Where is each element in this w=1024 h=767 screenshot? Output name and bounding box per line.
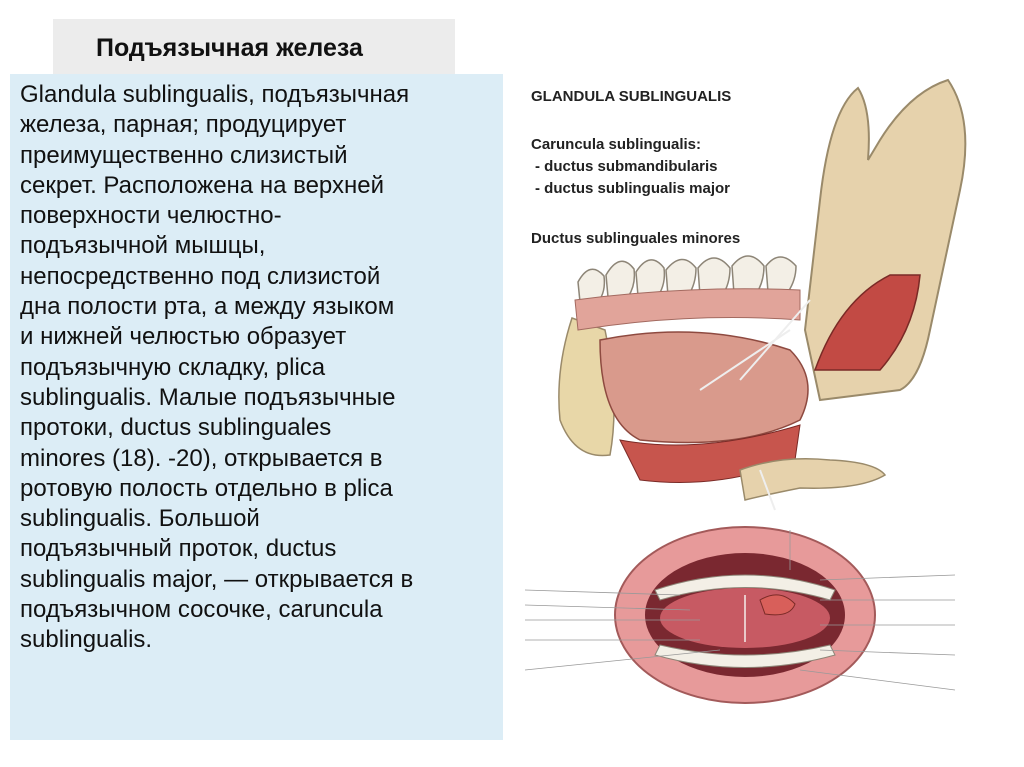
- body-line: поверхности челюстно-: [20, 202, 282, 230]
- body-line: ротовую полость отдельно в plica: [20, 474, 393, 502]
- hyoid-bone: [740, 459, 885, 500]
- label-ductus-major: - ductus sublingualis major: [535, 180, 731, 197]
- slide-title: Подъязычная железа: [96, 34, 363, 62]
- body-line: подъязычной мышцы,: [20, 232, 266, 260]
- body-line: sublingualis. Малые подъязычные: [20, 383, 396, 411]
- body-line: секрет. Расположена на верхней: [20, 171, 384, 199]
- body-line: sublingualis major, — открывается в: [20, 565, 414, 593]
- body-line: железа, парная; продуцирует: [20, 111, 347, 139]
- body-line: подъязычный проток, ductus: [20, 535, 337, 563]
- body-line: Glandula sublingualis, подъязычная: [20, 81, 410, 108]
- body-line: подъязычном сосочке, caruncula: [20, 596, 383, 624]
- label-gland: GLANDULA SUBLINGUALIS: [531, 88, 732, 105]
- body-line: и нижней челюстью образует: [20, 323, 347, 351]
- body-line: протоки, ductus sublinguales: [20, 414, 332, 442]
- body-line: sublingualis. Большой: [20, 505, 260, 533]
- body-line: дна полости рта, а между языком: [20, 293, 395, 321]
- body-text: [20, 80, 490, 656]
- body-line: подъязычную складку, plica: [20, 353, 326, 381]
- body-line: minores (18). -20), открывается в: [20, 444, 383, 472]
- label-caruncula: Caruncula sublingualis:: [531, 136, 702, 153]
- body-line: преимущественно слизистый: [20, 141, 348, 169]
- body-line: sublingualis.: [20, 626, 153, 654]
- label-ductus-minores: Ductus sublinguales minores: [531, 230, 741, 247]
- label-ductus-submandibularis: - ductus submandibularis: [535, 158, 718, 175]
- body-line: непосредственно под слизистой: [20, 262, 381, 290]
